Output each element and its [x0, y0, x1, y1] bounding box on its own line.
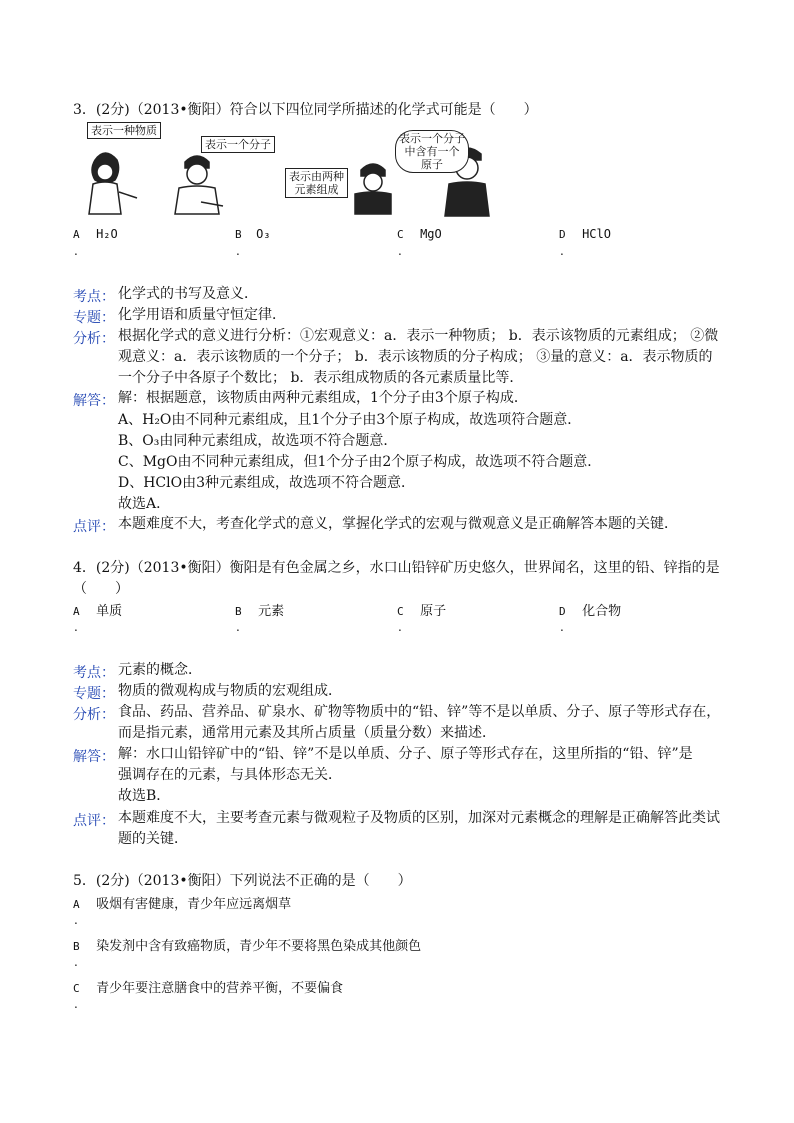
dot: . — [236, 620, 240, 634]
q4-fenxi-line: 而是指元素，通常用元素及其所占质量（质量分数）来描述． — [118, 725, 496, 741]
q3-stem: 3．(2分)（2013•衡阳）符合以下四位同学所描述的化学式可能是（ ） — [73, 102, 538, 118]
q3-option-a[interactable]: A H₂O — [73, 227, 118, 241]
q3-option-c[interactable]: C MgO — [397, 227, 442, 241]
q4-option-a[interactable]: A 单质 — [73, 604, 123, 619]
q4-fenxi-label: 分析： — [73, 707, 115, 723]
bubble-boy3: 表示一个分子 中含有一个 原子 — [395, 130, 469, 173]
q3-fenxi-line: 一个分子中各原子个数比； b．表示组成物质的各元素质量比等． — [118, 370, 524, 386]
q4-kaodian-label: 考点： — [73, 665, 115, 681]
q4-zhuanti-label: 专题： — [73, 686, 115, 702]
q3-dianping-label: 点评： — [73, 519, 115, 535]
q3-fenxi-line: 根据化学式的意义进行分析：①宏观意义：a．表示一种物质； b．表示该物质的元素组成； ②微 — [118, 328, 719, 344]
q3-dianping: 本题难度不大，考查化学式的意义，掌握化学式的宏观与微观意义是正确解答本题的关键． — [118, 516, 678, 532]
q3-jieda-line: C、MgO由不同种元素组成，但1个分子由2个原子构成，故选项不符合题意． — [118, 454, 602, 470]
dot: . — [74, 620, 78, 634]
q4-jieda-line: 故选B． — [118, 788, 171, 804]
q3-jieda-line: 解：根据题意，该物质由两种元素组成，1个分子由3个原子构成． — [118, 390, 528, 406]
q4-dianping-label: 点评： — [73, 813, 115, 829]
q3-jieda-line: 故选A． — [118, 496, 171, 512]
q5-option-b[interactable]: B 染发剂中含有致癌物质，青少年不要将黑色染成其他颜色 — [73, 939, 422, 954]
q4-dianping-line: 题的关键． — [118, 831, 188, 847]
dot: . — [74, 244, 78, 258]
q3-jieda-line: A、H₂O由不同种元素组成，且1个分子由3个原子构成，故选项符合题意． — [118, 412, 582, 428]
q3-jieda-label: 解答： — [73, 393, 115, 409]
q4-jieda-line: 强调存在的元素，与具体形态无关． — [118, 767, 342, 783]
dot: . — [398, 620, 402, 634]
q5-stem: 5．(2分)（2013•衡阳）下列说法不正确的是（ ） — [73, 873, 412, 889]
q4-option-d[interactable]: D 化合物 — [559, 604, 622, 619]
boy1-figure — [175, 156, 223, 214]
bubble-boy2: 表示由两种 元素组成 — [285, 168, 348, 198]
dot: . — [560, 620, 564, 634]
q4-stem: 4．(2分)（2013•衡阳）衡阳是有色金属之乡，水口山铅锌矿历史悠久，世界闻名，这里的铅、锌指的是 — [73, 560, 720, 576]
q4-zhuanti: 物质的微观构成与物质的宏观组成． — [118, 683, 342, 699]
q4-jieda-label: 解答： — [73, 749, 115, 765]
bubble-girl: 表示一种物质 — [87, 122, 161, 139]
dot: . — [74, 913, 78, 927]
dot: . — [560, 244, 564, 258]
q4-option-b[interactable]: B 元素 — [235, 604, 285, 619]
q4-fenxi-line: 食品、药品、营养品、矿泉水、矿物等物质中的“铅、锌”等不是以单质、分子、原子等形式存在， — [118, 704, 721, 720]
q5-option-a[interactable]: A 吸烟有害健康，青少年应远离烟草 — [73, 897, 292, 912]
q4-dianping-line: 本题难度不大，主要考查元素与微观粒子及物质的区别，加深对元素概念的理解是正确解答此类试 — [118, 810, 720, 826]
q4-option-c[interactable]: C 原子 — [397, 604, 447, 619]
dot: . — [398, 244, 402, 258]
q4-stem-paren: （ ） — [73, 581, 129, 597]
q3-kaodian: 化学式的书写及意义． — [118, 286, 258, 302]
boy2-figure — [355, 164, 391, 214]
q3-kaodian-label: 考点： — [73, 289, 115, 305]
q3-option-b[interactable]: B O₃ — [235, 227, 271, 241]
q4-kaodian: 元素的概念． — [118, 662, 202, 678]
q3-fenxi-label: 分析： — [73, 331, 115, 347]
dot: . — [74, 997, 78, 1011]
q3-option-d[interactable]: D HClO — [559, 227, 611, 241]
q3-jieda-line: B、O₃由同种元素组成，故选项不符合题意． — [118, 433, 398, 449]
q3-zhuanti-label: 专题： — [73, 310, 115, 326]
q3-fenxi-line: 观意义：a．表示该物质的一个分子； b．表示该物质的分子构成； ③量的意义：a．表示物质的 — [118, 349, 713, 365]
q3-zhuanti: 化学用语和质量守恒定律． — [118, 307, 286, 323]
q4-jieda-line: 解：水口山铅锌矿中的“铅、锌”不是以单质、分子、原子等形式存在，这里所指的“铅、锌”是 — [118, 746, 693, 762]
q3-illustration — [73, 122, 503, 222]
q3-jieda-line: D、HClO由3种元素组成，故选项不符合题意． — [118, 475, 416, 491]
bubble-boy1: 表示一个分子 — [201, 136, 275, 153]
dot: . — [236, 244, 240, 258]
dot: . — [74, 955, 78, 969]
q5-option-c[interactable]: C 青少年要注意膳食中的营养平衡，不要偏食 — [73, 981, 344, 996]
girl-figure — [89, 153, 137, 214]
